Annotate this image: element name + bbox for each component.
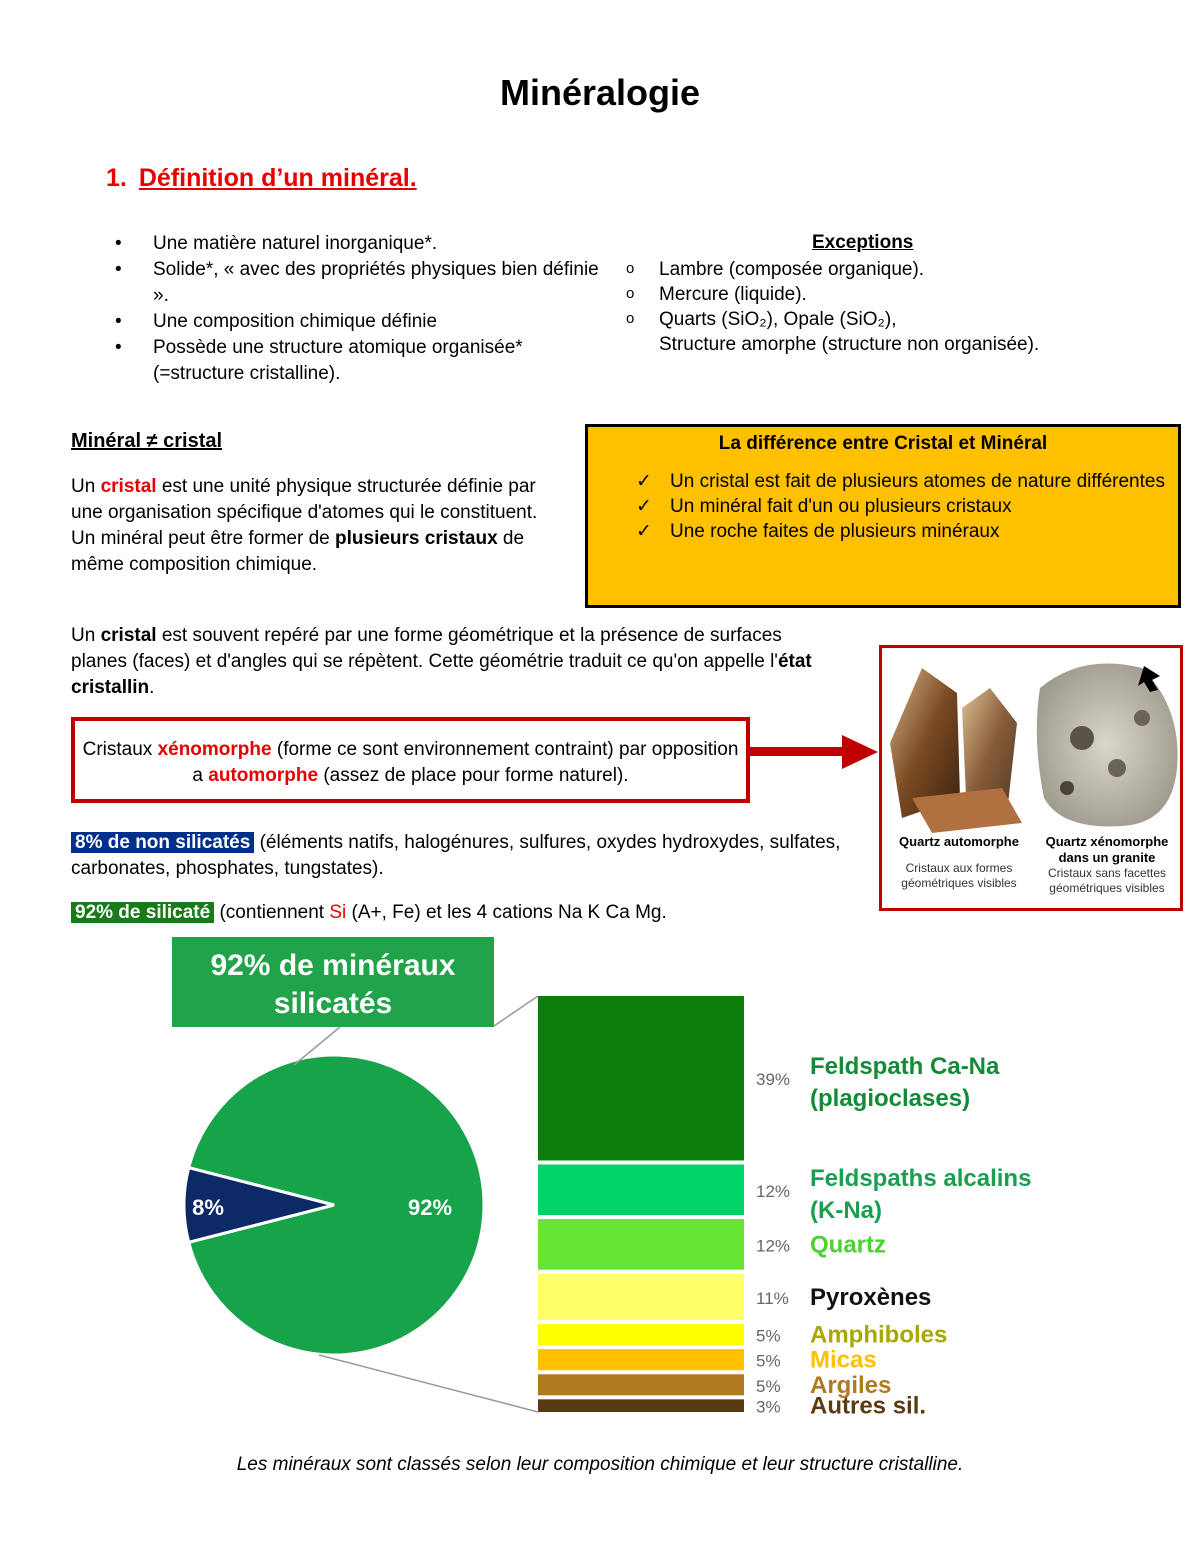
check-item: ✓ Un minéral fait d'un ou plusieurs cristaux [636, 494, 1178, 519]
bar-category-label: Autres sil. [810, 1392, 927, 1420]
text-fragment: (contiennent [214, 902, 330, 923]
bar-segment [538, 1219, 744, 1270]
bar-category-label: Feldspaths alcalins [810, 1164, 1032, 1192]
cristal-word: cristal [100, 476, 157, 497]
cristal-paragraph [71, 623, 831, 701]
chart-title: silicatés [273, 987, 393, 1020]
page-title: Minéralogie [499, 72, 701, 113]
list-item: • Solide*, « avec des propriétés physiques bien définie ». [113, 257, 603, 309]
caption-subtitle: Cristaux sans facettes géométriques visibles [1047, 866, 1167, 895]
list-item: o Mercure (liquide). [624, 282, 1039, 307]
list-item: • Une matière naturel inorganique*. [113, 231, 603, 257]
definition-list [113, 231, 603, 387]
list-item: o Lambre (composée organique). [624, 257, 1039, 282]
list-item: • Une composition chimique définie [113, 309, 603, 335]
silicates-paragraph [71, 900, 871, 926]
exceptions-title: Exceptions [812, 232, 914, 253]
difference-list [636, 469, 1178, 544]
bar-percent-label: 5% [756, 1376, 781, 1396]
quartz-figure [879, 645, 1183, 911]
list-item: o Quarts (SiO₂), Opale (SiO₂), [624, 307, 1039, 332]
xenomorphe-box [71, 717, 750, 803]
quartz-xenomorphe-image [1037, 664, 1178, 827]
text-fragment: Un [71, 476, 101, 497]
exceptions-list [624, 257, 1039, 357]
non-silicates-paragraph [71, 830, 871, 882]
section-title: Définition d’un minéral. [138, 164, 417, 192]
caption-xenomorphe [1034, 834, 1180, 896]
bar-category-label: Feldspath Ca-Na [810, 1053, 1000, 1081]
difference-box-title: La différence entre Cristal et Minéral [718, 433, 1048, 454]
text-fragment: (éléments natifs, halogénures, sulfures, oxydes hydroxydes, sulfates, carbonates, phosphates, tungstates). [71, 832, 841, 879]
bar-category-label: (plagioclases) [810, 1085, 971, 1113]
check-item: ✓ Une roche faites de plusieurs minéraux [636, 519, 1178, 544]
quartz-automorphe-image [890, 668, 1022, 833]
bar-category-label: Quartz [810, 1231, 887, 1259]
text-fragment: Un minéral peut être former de [71, 528, 336, 549]
bar-percent-label: 3% [756, 1397, 781, 1417]
bar-segment [538, 1274, 744, 1320]
difference-box [585, 424, 1181, 608]
bar-percent-label: 5% [756, 1326, 781, 1346]
cristal-definition [71, 474, 571, 578]
caption-title: Quartz xénomorphe dans un granite [1045, 834, 1169, 865]
text-fragment: (forme ce sont environnement contraint) par opposition a [192, 739, 739, 786]
xenomorphe-word: xénomorphe [157, 739, 272, 760]
text-fragment: Un [71, 625, 101, 646]
bar-segment [538, 1399, 744, 1412]
section-heading [106, 164, 417, 193]
connector-line [494, 996, 538, 1026]
figure-caption: Les minéraux sont classés selon leur composition chimique et leur structure cristalline. [236, 1454, 964, 1475]
text-fragment: (assez de place pour forme naturel). [318, 765, 629, 786]
silicates-highlight: 92% de silicaté [71, 902, 214, 923]
text-fragment: (A+, Fe) et les 4 cations Na K Ca Mg. [346, 902, 667, 923]
list-item: • Possède une structure atomique organisée* (=structure cristalline). [113, 335, 603, 387]
bar-category-label: Argiles [810, 1371, 892, 1399]
non-silicates-highlight: 8% de non silicatés [71, 832, 254, 853]
bar-segment [538, 996, 744, 1160]
text-fragment: est souvent repéré par une forme géométrique et la présence de surfaces planes (faces) et d'angles qui se répètent. Cette géométrie traduit ce qu'on appelle l' [71, 625, 782, 672]
bold-fragment: état cristallin [71, 651, 812, 698]
si-symbol: Si [329, 902, 347, 923]
pie-label: 8% [192, 1195, 224, 1220]
bar-percent-label: 5% [756, 1351, 781, 1371]
chart-title: 92% de minéraux [210, 949, 456, 982]
mineral-vs-cristal-heading: Minéral ≠ cristal [71, 430, 223, 452]
caption-automorphe [884, 834, 1034, 891]
list-item-continuation: Structure amorphe (structure non organisée). [659, 334, 1040, 355]
section-number: 1. [106, 164, 127, 192]
pie-label: 92% [407, 1195, 453, 1220]
check-item: ✓ Un cristal est fait de plusieurs atomes de nature différentes [636, 469, 1178, 494]
bar-percent-label: 12% [756, 1236, 791, 1256]
text-fragment: de même composition chimique. [71, 528, 525, 575]
right-arrow-icon [750, 733, 880, 771]
silicates-chart [150, 930, 1070, 1430]
bar-segment [538, 1374, 744, 1395]
bar-segment [538, 1164, 744, 1215]
automorphe-word: automorphe [208, 765, 319, 786]
bar-segment [538, 1324, 744, 1345]
bar-percent-label: 12% [756, 1181, 791, 1201]
bar-category-label: Micas [810, 1346, 877, 1374]
text-fragment: Cristaux [82, 739, 158, 760]
connector-line [319, 1355, 538, 1412]
text-fragment: . [149, 677, 155, 698]
bar-category-label: (K-Na) [810, 1196, 882, 1224]
caption-subtitle: Cristaux aux formes géométriques visibles [901, 861, 1017, 890]
bold-fragment: plusieurs cristaux [335, 528, 498, 549]
bar-percent-label: 11% [756, 1288, 789, 1308]
bar-category-label: Pyroxènes [810, 1283, 932, 1311]
text-fragment: est une unité physique structurée définie par une organisation spécifique d'atomes qui le constituent. [71, 476, 538, 523]
bar-segment [538, 1349, 744, 1370]
bar-percent-label: 39% [756, 1070, 791, 1090]
bar-category-label: Amphiboles [810, 1321, 948, 1349]
bold-fragment: cristal [100, 625, 157, 646]
caption-title: Quartz automorphe [899, 834, 1019, 849]
